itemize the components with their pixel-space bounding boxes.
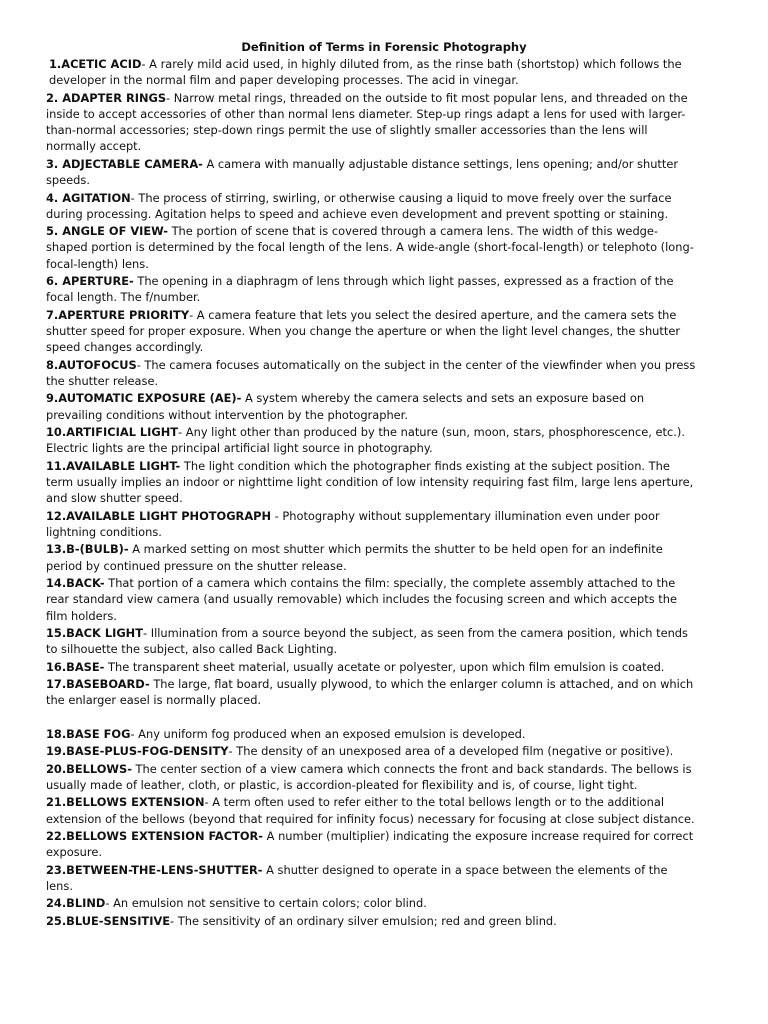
term-entry <box>46 273 698 305</box>
term-entry <box>46 913 698 929</box>
term-definition: The light condition which the photographer finds existing at the subject position. The term usually implies an indoor or nighttime light condition of low intensity requiring fast film, large lens aperture, and slow shutter speed. <box>46 458 694 506</box>
term-name: 9.AUTOMATIC EXPOSURE (AE)- <box>46 391 242 406</box>
term-entry <box>46 794 698 826</box>
term-entry <box>46 676 698 708</box>
term-entry <box>46 357 698 389</box>
term-entry <box>46 56 698 88</box>
term-definition: - Any uniform fog produced when an exposed emulsion is developed. <box>130 726 526 741</box>
term-definition: A camera with manually adjustable distance settings, lens opening; and/or shutter speeds. <box>46 156 679 188</box>
term-name: 25.BLUE-SENSITIVE <box>46 913 171 928</box>
term-name: 2. ADAPTER RINGS <box>46 90 167 105</box>
term-name: 21.BELLOWS EXTENSION <box>46 795 205 810</box>
term-name: 4. AGITATION <box>46 190 131 205</box>
term-definition: That portion of a camera which contains the film: specially, the complete assembly attached to the rear standard view camera (and usually removable) which includes the focusing screen and which accepts the film holders. <box>46 576 677 623</box>
term-entry <box>46 659 698 675</box>
term-definition: The opening in a diaphragm of lens through which light passes, expressed as a fraction of the focal length. The f/number. <box>46 274 674 305</box>
term-definition: The large, flat board, usually plywood, to which the enlarger column is attached, and on which the enlarger easel is normally placed. <box>46 677 694 708</box>
term-entry <box>46 895 698 911</box>
term-entry <box>46 156 698 188</box>
document-title: Definition of Terms in Forensic Photography <box>241 40 527 54</box>
term-entry <box>46 625 698 657</box>
term-definition: - An emulsion not sensitive to certain colors; color blind. <box>105 896 427 911</box>
term-entry <box>46 307 698 356</box>
term-name: 18.BASE FOG <box>46 726 131 741</box>
term-definition: - A rarely mild acid used, in highly diluted from, as the rinse bath (shortstop) which follows the developer in the normal film and paper developing processes. The acid in vinegar. <box>49 57 682 88</box>
term-entry <box>46 575 698 624</box>
term-entry <box>46 743 698 759</box>
term-list <box>46 56 698 929</box>
term-entry <box>46 761 698 793</box>
term-entry <box>46 90 698 155</box>
term-definition: The center section of a view camera which connects the front and back standards. The bellows is usually made of leather, cloth, or plastic, is accordion-pleated for flexibility and is, of course, light tight. <box>46 761 692 792</box>
term-entry <box>46 424 698 456</box>
term-definition: - Illumination from a source beyond the subject, as seen from the camera position, which tends to silhouette the subject, also called Back Lighting. <box>46 626 688 657</box>
term-name: 13.B-(BULB)- <box>46 542 129 557</box>
term-definition: - The camera focuses automatically on the subject in the center of the viewfinder when you press the shutter release. <box>46 357 696 388</box>
term-name: 24.BLIND <box>46 896 106 911</box>
term-name: 19.BASE-PLUS-FOG-DENSITY <box>46 744 229 759</box>
term-definition: A system whereby the camera selects and sets an exposure based on prevailing conditions without intervention by the photographer. <box>46 391 645 422</box>
term-definition: - Photography without supplementary illumination even under poor lightning conditions. <box>46 508 660 539</box>
term-entry <box>46 828 698 860</box>
term-entry <box>46 390 698 422</box>
term-name: 8.AUTOFOCUS <box>46 357 137 372</box>
term-entry <box>46 541 698 573</box>
term-name: 23.BETWEEN-THE-LENS-SHUTTER- <box>46 862 263 877</box>
term-entry <box>46 223 698 272</box>
term-name: 20.BELLOWS- <box>46 761 132 776</box>
term-name: 5. ANGLE OF VIEW- <box>46 224 168 239</box>
term-name: 12.AVAILABLE LIGHT PHOTOGRAPH <box>46 508 272 523</box>
term-definition: The transparent sheet material, usually acetate or polyester, upon which film emulsion is coated. <box>104 659 665 674</box>
term-definition: - The sensitivity of an ordinary silver emulsion; red and green blind. <box>170 913 557 928</box>
term-name: 3. ADJECTABLE CAMERA- <box>46 156 203 171</box>
term-name: 11.AVAILABLE LIGHT- <box>46 458 181 473</box>
term-name: 15.BACK LIGHT <box>46 626 143 641</box>
term-name: 17.BASEBOARD- <box>46 677 150 692</box>
term-name: 10.ARTIFICIAL LIGHT <box>46 425 179 440</box>
term-name: 6. APERTURE- <box>46 274 134 289</box>
term-definition: - A camera feature that lets you select the desired aperture, and the camera sets the shutter speed for proper exposure. When you change the aperture or when the light level changes, the shutter speed changes accordingly. <box>46 307 681 355</box>
term-definition: - Narrow metal rings, threaded on the outside to fit most popular lens, and threaded on the inside to accept accessories of other than normal lens diameter. Step-up rings adapt a lens for used with larger-than-normal accessories; step-down rings permit the use of slightly smaller accessories than the lens will normally accept. <box>46 90 688 154</box>
term-name: 7.APERTURE PRIORITY <box>46 307 190 322</box>
term-definition: A number (multiplier) indicating the exposure increase required for correct exposure. <box>46 829 694 860</box>
term-name: 1.ACETIC ACID <box>49 57 142 71</box>
term-definition: The portion of scene that is covered through a camera lens. The width of this wedge-shaped portion is determined by the focal length of the lens. A wide-angle (short-focal-length) or telephoto (long-focal-length) lens. <box>46 224 694 271</box>
term-entry <box>46 508 698 540</box>
term-entry <box>46 862 698 894</box>
term-definition: - A term often used to refer either to the total bellows length or to the additional extension of the bellows (beyond that required for infinity focus) necessary for focusing at close subject distance. <box>46 795 695 826</box>
term-entry <box>46 458 698 507</box>
term-definition: A shutter designed to operate in a space between the elements of the lens. <box>46 862 668 893</box>
term-entry <box>46 726 698 742</box>
term-definition: - Any light other than produced by the nature (sun, moon, stars, phosphorescence, etc.). Electric lights are the principal artificial light source in photography. <box>46 425 685 456</box>
term-entry <box>46 190 698 222</box>
term-name: 22.BELLOWS EXTENSION FACTOR- <box>46 829 264 844</box>
term-definition: - The density of an unexposed area of a developed film (negative or positive). <box>228 744 674 759</box>
term-definition: A marked setting on most shutter which permits the shutter to be held open for an indefinite period by continued pressure on the shutter release. <box>46 542 663 573</box>
term-definition: - The process of stirring, swirling, or otherwise causing a liquid to move freely over the surface during processing. Agitation helps to speed and achieve even development and prevent spotting or staining. <box>46 190 672 221</box>
term-name: 14.BACK- <box>46 576 105 591</box>
term-name: 16.BASE- <box>46 659 105 674</box>
